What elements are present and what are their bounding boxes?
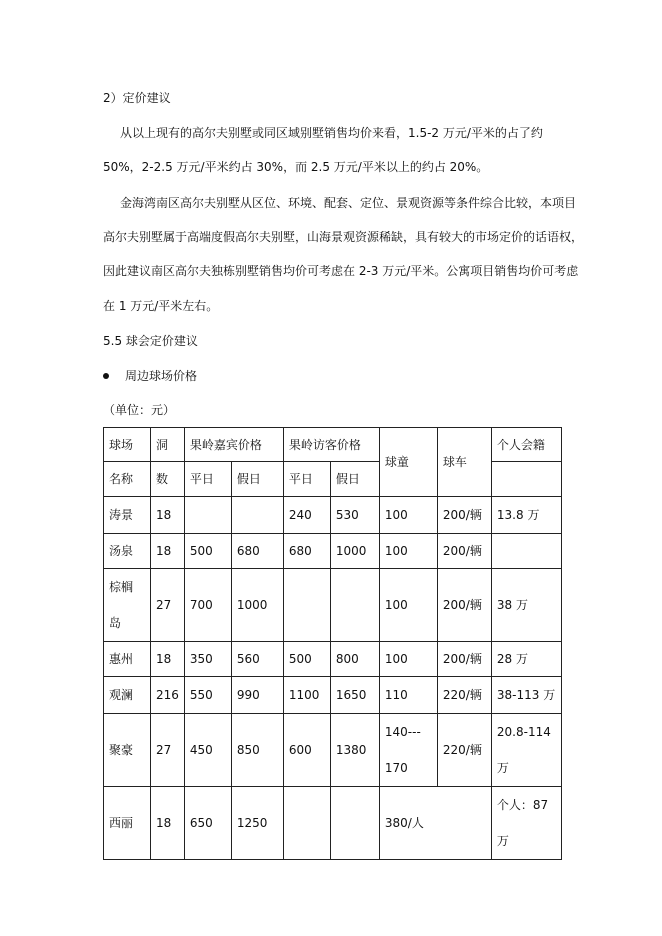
cell-name: 涛景	[104, 497, 151, 534]
cell-guest-holiday	[231, 497, 283, 534]
cell-guest-weekday: 650	[184, 787, 231, 860]
cell-guest-holiday: 850	[231, 714, 283, 787]
cell-visitor-holiday: 530	[330, 497, 379, 534]
cell-caddie-cart: 380/人	[379, 787, 491, 860]
cell-holes: 27	[151, 569, 185, 642]
cell-holes: 18	[151, 534, 185, 569]
cell-visitor-weekday: 240	[283, 497, 330, 534]
cell-visitor-weekday: 1100	[283, 677, 330, 714]
table-header-row-1	[104, 428, 562, 462]
header-holes-line2: 数	[151, 462, 185, 497]
cell-caddie: 100	[379, 534, 437, 569]
header-membership-blank	[491, 462, 561, 497]
header-visitor-holiday: 假日	[330, 462, 379, 497]
cell-cart: 220/辆	[437, 677, 491, 714]
paragraph-2-line-4: 在 1 万元/平米左右。	[103, 299, 219, 313]
cell-guest-holiday: 680	[231, 534, 283, 569]
cell-name: 惠州	[104, 642, 151, 677]
cell-visitor-holiday: 1380	[330, 714, 379, 787]
cell-guest-holiday: 1000	[231, 569, 283, 642]
cell-cart: 200/辆	[437, 569, 491, 642]
cell-visitor-holiday: 800	[330, 642, 379, 677]
cell-name: 观澜	[104, 677, 151, 714]
header-visitor-weekday: 平日	[283, 462, 330, 497]
header-guest-weekday: 平日	[184, 462, 231, 497]
golf-price-table	[103, 427, 562, 860]
table-row	[104, 677, 562, 714]
header-course-line1: 球场	[104, 428, 151, 462]
table-row	[104, 787, 562, 860]
cell-caddie	[379, 714, 437, 787]
cell-membership: 28 万	[491, 642, 561, 677]
cell-visitor-weekday: 500	[283, 642, 330, 677]
cell-cart: 220/辆	[437, 714, 491, 787]
header-cart: 球车	[437, 428, 491, 497]
bullet-item	[103, 368, 197, 384]
cell-membership	[491, 787, 561, 860]
cell-visitor-holiday: 1650	[330, 677, 379, 714]
cell-membership-line2: 万	[496, 761, 509, 775]
table-row	[104, 497, 562, 534]
cell-name	[104, 569, 151, 642]
cell-caddie-line1: 140---	[384, 725, 421, 739]
cell-visitor-holiday	[330, 787, 379, 860]
cell-membership: 38 万	[491, 569, 561, 642]
bullet-item-label: 周边球场价格	[125, 369, 198, 383]
table-row	[104, 534, 562, 569]
cell-holes: 216	[151, 677, 185, 714]
cell-holes: 18	[151, 497, 185, 534]
section-heading: 2）定价建议	[103, 91, 171, 105]
cell-holes: 18	[151, 787, 185, 860]
cell-guest-weekday: 450	[184, 714, 231, 787]
paragraph-1-line-2: 50%，2-2.5 万元/平米约占 30%，而 2.5 万元/平米以上的约占 20%。	[103, 160, 489, 174]
header-guest-holiday: 假日	[231, 462, 283, 497]
cell-name: 汤泉	[104, 534, 151, 569]
header-membership: 个人会籍	[491, 428, 561, 462]
cell-holes: 18	[151, 642, 185, 677]
header-caddie: 球童	[379, 428, 437, 497]
cell-guest-weekday: 500	[184, 534, 231, 569]
cell-membership: 38-113 万	[491, 677, 561, 714]
paragraph-2-line-1: 金海湾南区高尔夫别墅从区位、环境、配套、定位、景观资源等条件综合比较，本项目	[120, 196, 577, 210]
header-holes-line1: 洞	[151, 428, 185, 462]
cell-guest-weekday	[184, 497, 231, 534]
cell-cart: 200/辆	[437, 497, 491, 534]
cell-guest-holiday: 560	[231, 642, 283, 677]
cell-guest-weekday: 350	[184, 642, 231, 677]
cell-caddie: 100	[379, 497, 437, 534]
table-header-row-2	[104, 462, 562, 497]
cell-membership-line1: 20.8-114	[496, 725, 551, 739]
cell-visitor-weekday	[283, 787, 330, 860]
cell-visitor-holiday: 1000	[330, 534, 379, 569]
cell-guest-holiday: 990	[231, 677, 283, 714]
cell-visitor-weekday: 600	[283, 714, 330, 787]
cell-membership	[491, 534, 561, 569]
bullet-dot-icon	[103, 373, 109, 379]
cell-cart: 200/辆	[437, 534, 491, 569]
cell-membership	[491, 714, 561, 787]
cell-caddie: 110	[379, 677, 437, 714]
paragraph-2-line-2: 高尔夫别墅属于高端度假高尔夫别墅，山海景观资源稀缺，具有较大的市场定价的话语权，	[103, 230, 584, 244]
table-row	[104, 642, 562, 677]
cell-guest-holiday: 1250	[231, 787, 283, 860]
cell-membership-line1: 个人：87	[496, 798, 549, 812]
header-visitor-price: 果岭访客价格	[283, 428, 379, 462]
cell-name-line1: 棕榈	[109, 580, 134, 594]
cell-name: 聚豪	[104, 714, 151, 787]
cell-membership-line2: 万	[496, 834, 509, 848]
cell-guest-weekday: 700	[184, 569, 231, 642]
cell-visitor-weekday: 680	[283, 534, 330, 569]
cell-name: 西丽	[104, 787, 151, 860]
cell-caddie-line2: 170	[384, 761, 408, 775]
cell-caddie: 100	[379, 642, 437, 677]
cell-caddie: 100	[379, 569, 437, 642]
cell-cart: 200/辆	[437, 642, 491, 677]
cell-holes: 27	[151, 714, 185, 787]
cell-visitor-holiday	[330, 569, 379, 642]
header-guest-price: 果岭嘉宾价格	[184, 428, 283, 462]
table-row	[104, 569, 562, 642]
paragraph-1-line-1: 从以上现有的高尔夫别墅或同区域别墅销售均价来看，1.5-2 万元/平米的占了约	[120, 126, 543, 140]
cell-guest-weekday: 550	[184, 677, 231, 714]
cell-name-line2: 岛	[109, 616, 122, 630]
cell-visitor-weekday	[283, 569, 330, 642]
paragraph-2-line-3: 因此建议南区高尔夫独栋别墅销售均价可考虑在 2-3 万元/平米。公寓项目销售均价可考虑	[103, 264, 579, 278]
unit-note: （单位：元）	[103, 403, 176, 417]
table-row	[104, 714, 562, 787]
cell-membership: 13.8 万	[491, 497, 561, 534]
subsection-heading: 5.5 球会定价建议	[103, 334, 198, 348]
header-course-line2: 名称	[104, 462, 151, 497]
